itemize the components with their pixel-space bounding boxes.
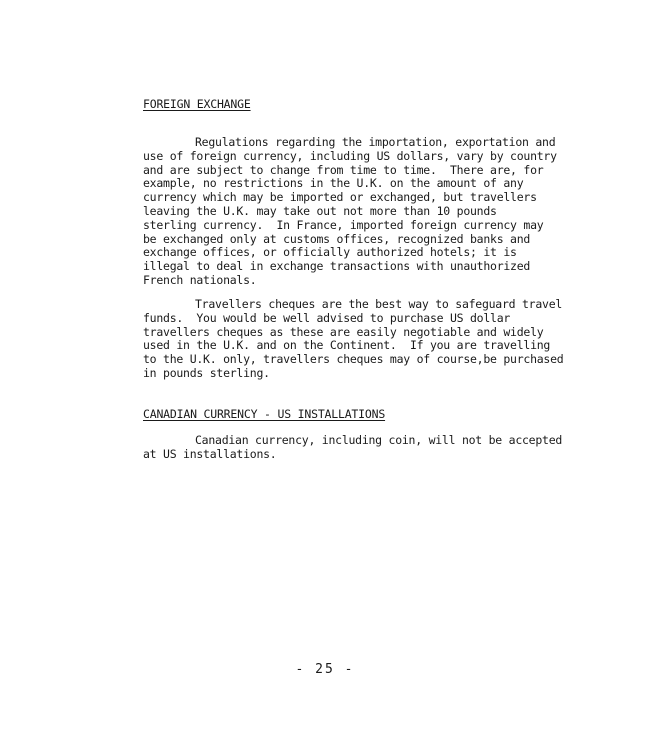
text-line: Regulations regarding the importation, exportation and [195, 135, 556, 149]
text-line: currency which may be imported or exchanged, but travellers [143, 190, 537, 205]
paragraph-regulations [143, 136, 583, 288]
text-line: to the U.K. only, travellers cheques may of course,be purchased [143, 352, 564, 367]
paragraph-travellers-cheques [143, 298, 583, 381]
text-line: French nationals. [143, 272, 257, 287]
text-line: example, no restrictions in the U.K. on the amount of any [143, 176, 524, 191]
section-heading-foreign-exchange: FOREIGN EXCHANGE [143, 97, 251, 111]
text-line: leaving the U.K. may take out not more than 10 pounds [143, 203, 497, 218]
text-line: Canadian currency, including coin, will not be accepted [195, 433, 563, 447]
text-line: travellers cheques as these are easily negotiable and widely [143, 324, 544, 339]
text-line: exchange offices, or officially authorized hotels; it is [143, 245, 517, 260]
text-line: use of foreign currency, including US dollars, vary by country [143, 148, 557, 163]
text-line: sterling currency. In France, imported foreign currency may [143, 217, 544, 232]
text-line: funds. You would be well advised to purchase US dollar [143, 310, 511, 325]
page-number: - 25 - [295, 662, 355, 677]
text-line: Travellers cheques are the best way to safeguard travel [195, 297, 563, 311]
text-line: illegal to deal in exchange transactions with unauthorized [143, 259, 531, 274]
text-line: and are subject to change from time to time. There are, for [143, 162, 544, 177]
paragraph-canadian-currency [143, 434, 583, 462]
text-line: used in the U.K. and on the Continent. If you are travelling [143, 338, 551, 353]
text-line: at US installations. [143, 446, 277, 461]
text-line: in pounds sterling. [143, 365, 270, 380]
section-heading-canadian-currency: CANADIAN CURRENCY - US INSTALLATIONS [143, 407, 386, 421]
text-line: be exchanged only at customs offices, recognized banks and [143, 231, 531, 246]
